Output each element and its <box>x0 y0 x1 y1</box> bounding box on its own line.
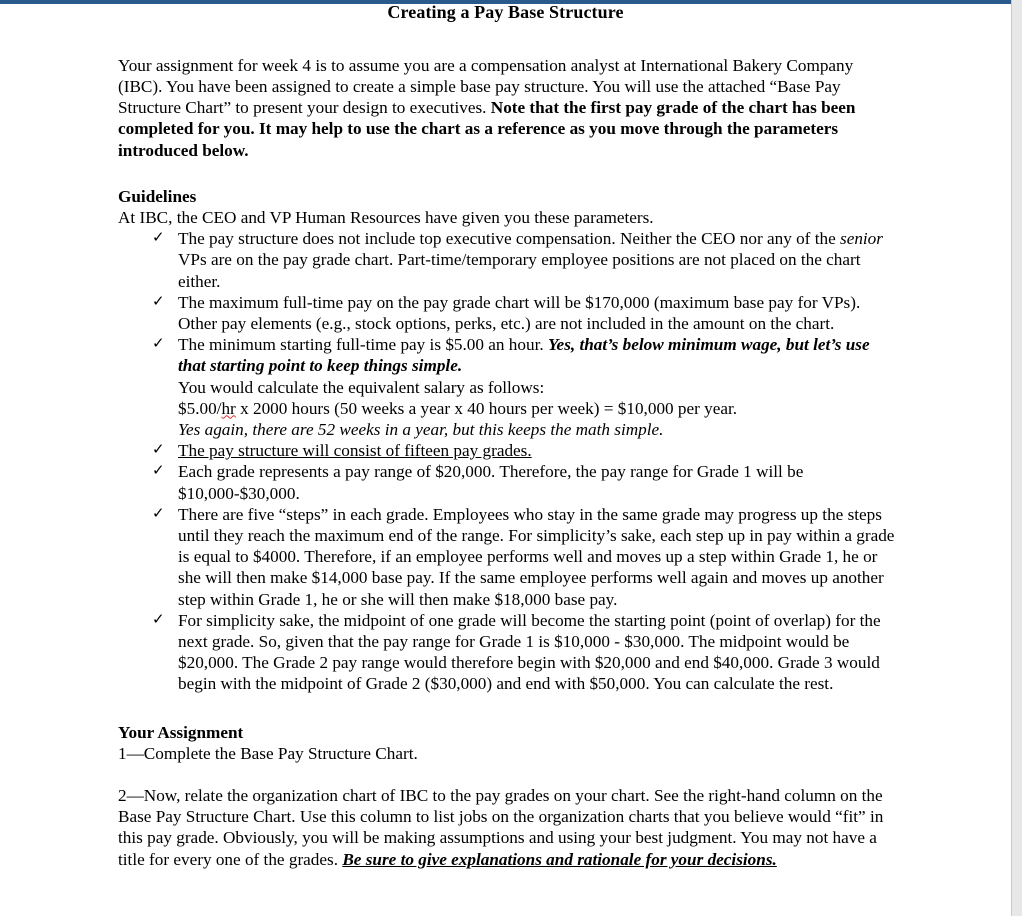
list-item <box>118 292 899 334</box>
checkmark-icon: ✓ <box>152 230 165 247</box>
list-item <box>118 228 899 292</box>
bullet-2-text: The maximum full-time pay on the pay grade chart will be $170,000 (maximum base pay for VPs). Other pay elements (e.g., stock options, perks, etc.) are not included in the amount on the chart. <box>178 292 861 333</box>
bullet-3-emphasis: Yes, that’s below minimum wage, but let’s use that starting point to keep things simple. <box>178 335 870 376</box>
spellcheck-flagged-word: hr <box>221 398 236 418</box>
intro-text-plain: Your assignment for week 4 is to assume you are a compensation analyst at International Bakery Company (IBC). You have been assigned to create a simple base pay structure. You will use the attached “Base Pay Structure Chart” to present your design to executives. <box>118 55 854 118</box>
bullet-3-subline-1: You would calculate the equivalent salary as follows: <box>178 377 545 397</box>
salary-calc-suffix: x 2000 hours (50 weeks a year x 40 hours per week) = $10,000 per year. <box>235 398 738 418</box>
checkmark-icon: ✓ <box>152 293 165 310</box>
list-item <box>118 461 899 503</box>
list-item <box>118 504 899 610</box>
bullet-5-text: Each grade represents a pay range of $20,000. Therefore, the pay range for Grade 1 will be $10,000-$30,000. <box>178 462 804 503</box>
document-body <box>118 55 899 870</box>
bullet-7-text: For simplicity sake, the midpoint of one grade will become the starting point (point of overlap) for the next grade. So, given that the pay range for Grade 1 is $10,000 - $30,000. The midpoint would be $20,000. The Grade 2 pay range would therefore begin with $20,000 and end $40,000. Grade 3 would begin with the midpoint of Grade 2 ($30,000) and end with $50,000. You can calculate the rest. <box>178 610 881 694</box>
checkmark-icon: ✓ <box>152 442 165 459</box>
assignment-item-2-text: 2—Now, relate the organization chart of IBC to the pay grades on your chart. See the right-hand column on the Base Pay Structure Chart. Use this column to list jobs on the organization charts that you believe would “fit” in this pay grade. Obviously, you will be making assumptions and using your best judgment. You may not have a title for every one of the grades. <box>118 785 884 869</box>
intro-paragraph <box>118 55 899 161</box>
bullet-3-subline-2 <box>118 398 899 419</box>
bullet-3-subline-3: Yes again, there are 52 weeks in a year, but this keeps the math simple. <box>178 419 664 439</box>
salary-calc-prefix: $5.00/ <box>178 398 222 418</box>
checkmark-icon: ✓ <box>152 611 165 628</box>
assignment-item-1: 1—Complete the Base Pay Structure Chart. <box>118 743 418 763</box>
intro-text-bold: Note that the first pay grade of the chart has been completed for you. It may help to use the chart as a reference as you move through the parameters introduced below. <box>118 98 856 160</box>
right-scroll-gutter[interactable] <box>1011 0 1022 916</box>
list-item <box>118 610 899 695</box>
list-item <box>118 334 899 376</box>
bullet-4-underlined-text: The pay structure will consist of fifteen pay grades. <box>178 441 532 461</box>
bullet-1-italic-senior: senior <box>840 229 883 249</box>
checkmark-icon: ✓ <box>152 336 165 353</box>
checkmark-icon: ✓ <box>152 463 165 480</box>
bullet-6-text: There are five “steps” in each grade. Employees who stay in the same grade may progress up the steps until they reach the maximum end of the range. For simplicity’s sake, each step up in pay within a grade is equal to $4000. Therefore, if an employee performs well and moves up a step within Grade 1, he or she will then make $14,000 base pay. If the same employee performs well again and moves up another step within Grade 1, he or she will then make $18,000 base pay. <box>178 504 895 609</box>
bullet-1-seg1: The pay structure does not include top executive compensation. Neither the CEO nor any of the <box>178 229 840 249</box>
guidelines-lead: At IBC, the CEO and VP Human Resources have given you these parameters. <box>118 207 654 227</box>
guidelines-list <box>118 228 899 694</box>
assignment-item-2 <box>118 785 899 870</box>
assignment-heading: Your Assignment <box>118 722 244 742</box>
guidelines-heading: Guidelines <box>118 186 197 206</box>
bullet-1-seg3: VPs are on the pay grade chart. Part-time/temporary employee positions are not placed on the chart either. <box>178 250 861 291</box>
page-title: Creating a Pay Base Structure <box>387 2 624 22</box>
assignment-item-2-emphasis: Be sure to give explanations and rationale for your decisions. <box>342 849 777 869</box>
list-item <box>118 440 899 461</box>
bullet-3-seg1: The minimum starting full-time pay is $5.00 an hour. <box>178 335 548 355</box>
checkmark-icon: ✓ <box>152 505 165 522</box>
